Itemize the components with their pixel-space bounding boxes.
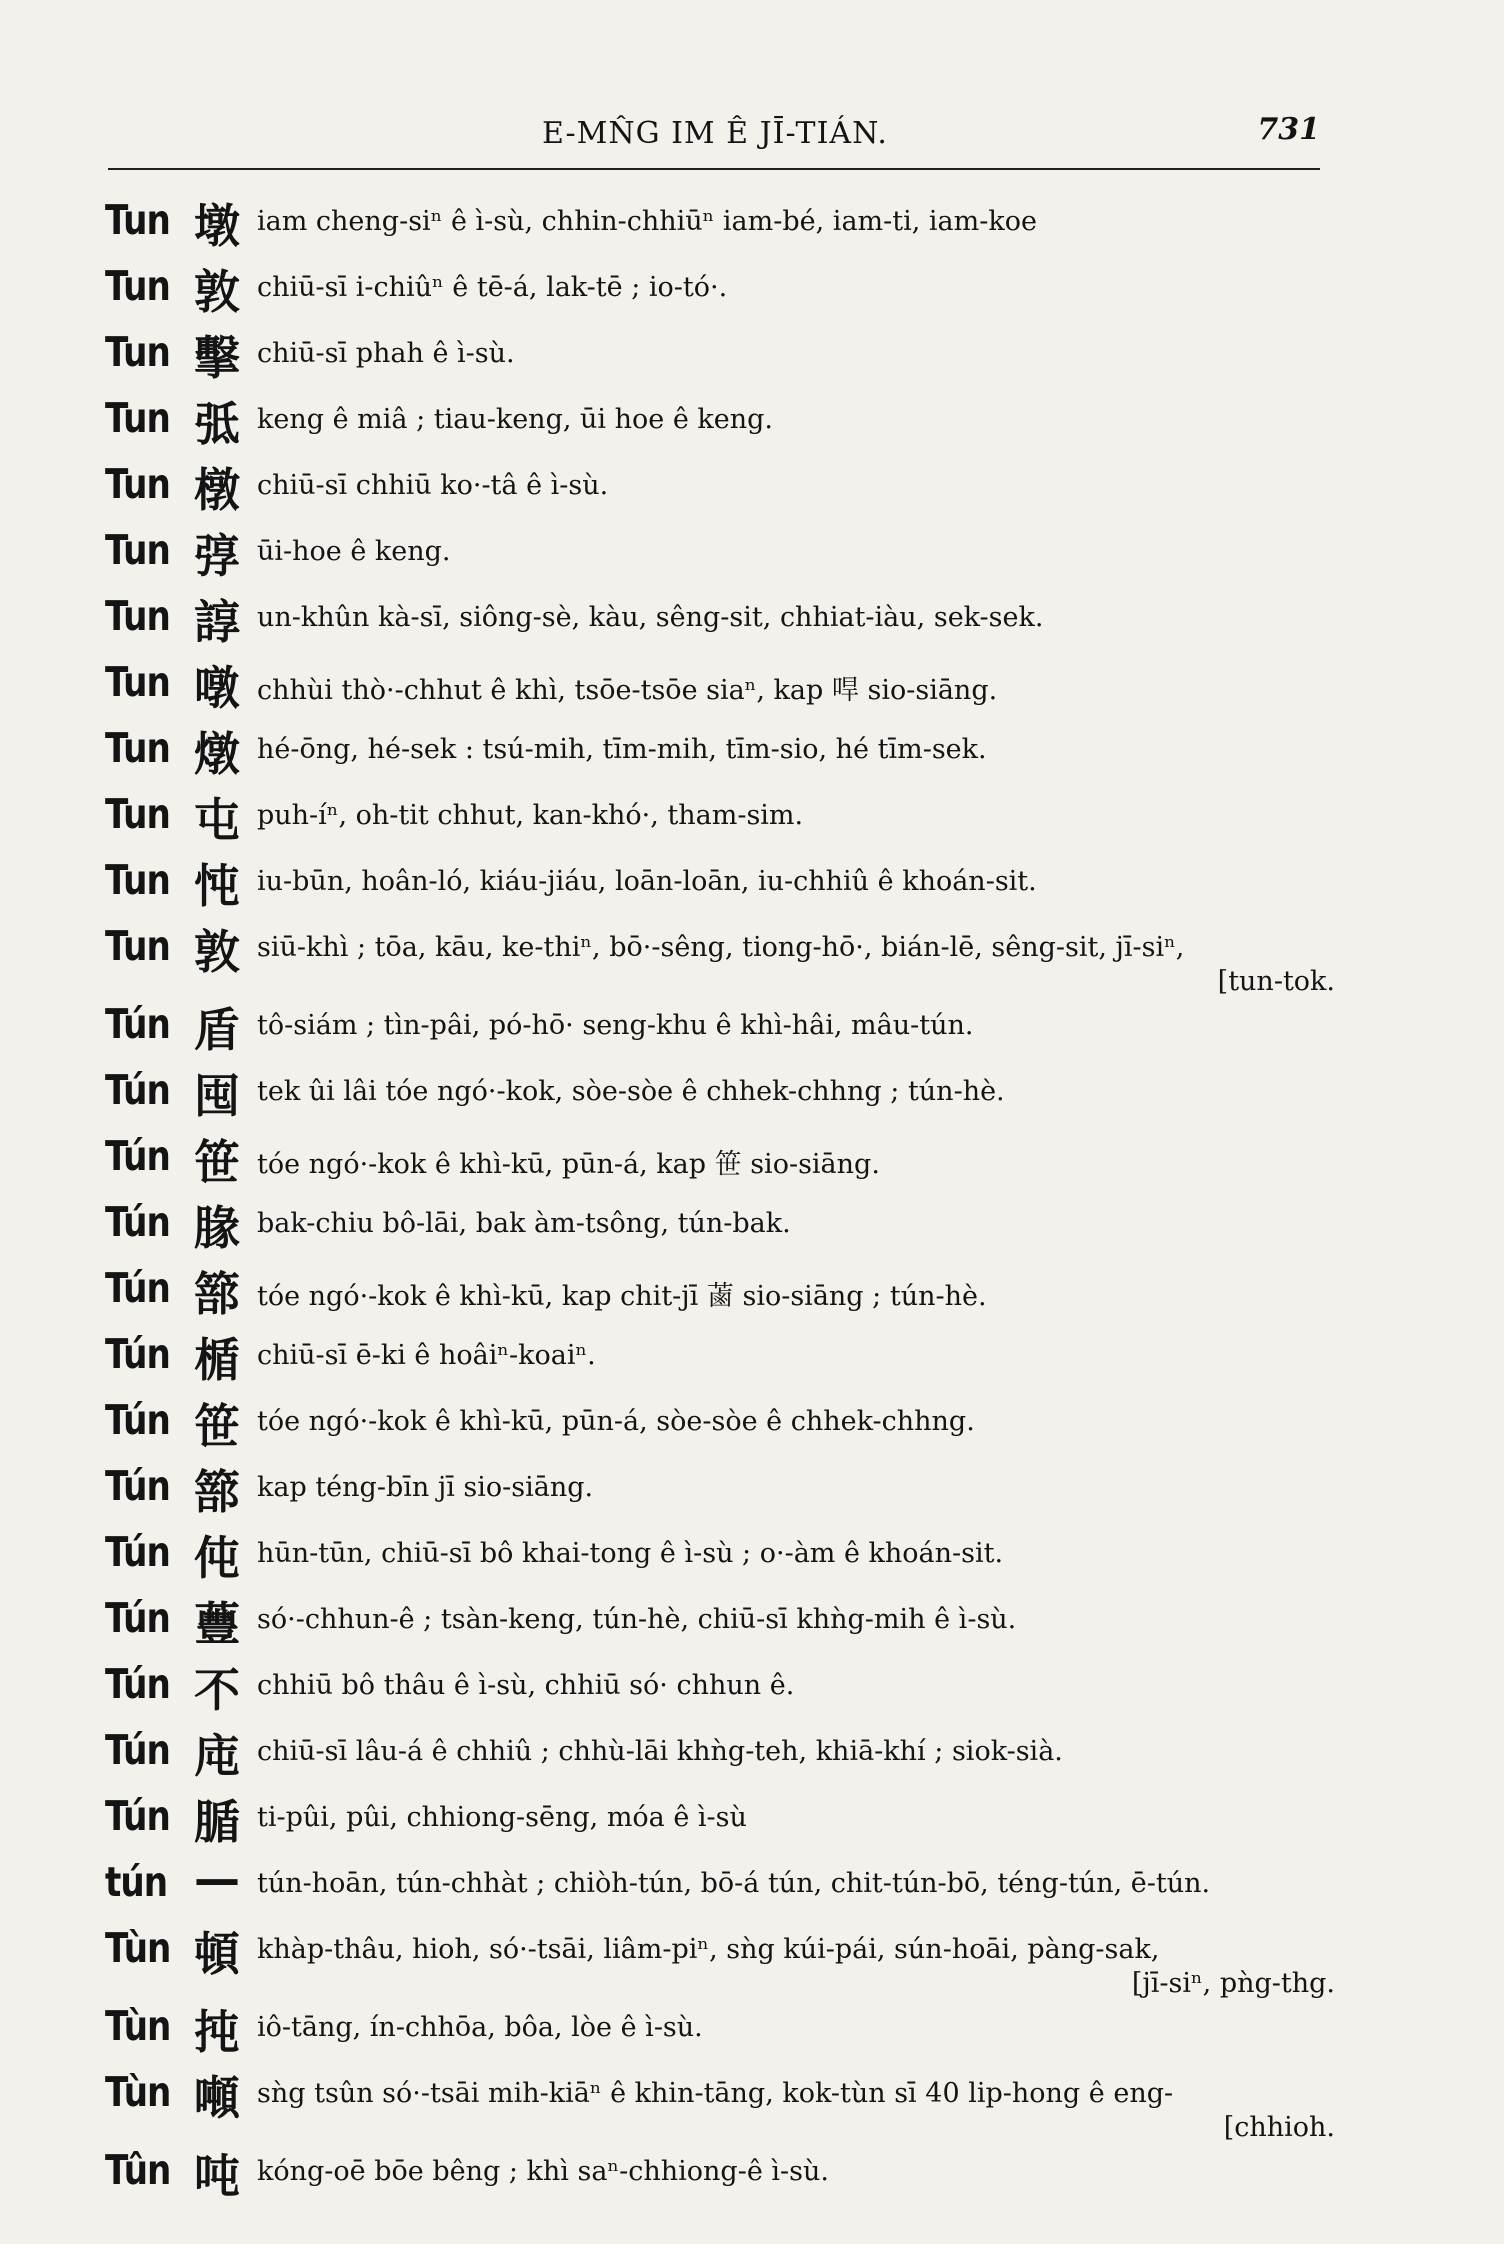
entry-definition: sǹg tsûn só·-tsāi mih-kiāⁿ ê khin-tāng, kok-tùn sī 40 lip-hong ê eng- (257, 2078, 1174, 2109)
entry-definition: iô-tāng, ín-chhōa, bôa, lòe ê ì-sù. (257, 2012, 703, 2043)
dictionary-entry (105, 994, 1345, 1060)
dictionary-entry (105, 1390, 1345, 1456)
dictionary-entry (105, 1654, 1345, 1720)
entry-character: 蘴 (194, 1597, 240, 1651)
dictionary-entry (105, 2140, 1345, 2206)
dictionary-entry (105, 850, 1345, 916)
entry-character: 頓 (194, 1927, 240, 1981)
entry-syllable: Tún (105, 1396, 170, 1444)
entry-syllable: Tún (105, 1594, 170, 1642)
dictionary-entry (105, 1786, 1345, 1852)
entry-character: — (194, 1852, 240, 1906)
entry-definition: chiū-sī ē-ki ê hoâiⁿ-koaiⁿ. (257, 1340, 596, 1371)
entry-character: 橔 (194, 463, 240, 517)
entry-definition: bak-chiu bô-lāi, bak àm-tsông, tún-bak. (257, 1208, 791, 1239)
entry-definition: khàp-thâu, hioh, só·-tsāi, liâm-piⁿ, sǹg kúi-pái, sún-hoāi, pàng-sak, (257, 1934, 1160, 1965)
entry-definition: tek ûi lâi tóe ngó·-kok, sòe-sòe ê chhek-chhng ; tún-hè. (257, 1076, 1005, 1107)
entry-definition: keng ê miâ ; tiau-keng, ūi hoe ê keng. (257, 404, 773, 435)
entry-syllable: Tun (105, 196, 170, 244)
entry-syllable: Tun (105, 658, 170, 706)
dictionary-entry (105, 190, 1345, 256)
entry-definition: chiū-sī i-chiûⁿ ê tē-á, lak-tē ; io-tó·. (257, 272, 728, 303)
running-title: E-MN̂G IM Ê JĪ-TIÁN. (542, 116, 888, 151)
entry-character: 囤 (194, 1069, 240, 1123)
entry-character: 笹 (194, 1399, 240, 1453)
entry-character: 噋 (194, 661, 240, 715)
dictionary-entry (105, 784, 1345, 850)
entry-definition: puh-íⁿ, oh-tit chhut, kan-khó·, tham-sim. (257, 800, 804, 831)
entry-continuation: [tun-tok. (1217, 966, 1335, 997)
entry-definition: siū-khì ; tōa, kāu, ke-thiⁿ, bō·-sêng, tiong-hō·, bián-lē, sêng-sit, jī-siⁿ, (257, 932, 1185, 963)
dictionary-entry (105, 1192, 1345, 1258)
header-rule (108, 168, 1320, 170)
entry-character: 墩 (194, 199, 240, 253)
entry-character: 腯 (194, 1795, 240, 1849)
entry-definition: iam cheng-siⁿ ê ì-sù, chhin-chhiūⁿ iam-bé, iam-ti, iam-koe (257, 206, 1037, 237)
entry-character: 忳 (194, 859, 240, 913)
entry-character: 敦 (194, 265, 240, 319)
entry-definition: chiū-sī chhiū ko·-tâ ê ì-sù. (257, 470, 609, 501)
entry-syllable: Tûn (105, 2146, 171, 2194)
entry-syllable: Tún (105, 1660, 170, 1708)
dictionary-entry (105, 1852, 1345, 1918)
entry-syllable: Tun (105, 724, 170, 772)
entry-list (105, 190, 1345, 2206)
dictionary-entry (105, 1324, 1345, 1390)
entry-definition: chiū-sī phah ê ì-sù. (257, 338, 515, 369)
entry-syllable: Tùn (105, 2002, 171, 2050)
entry-definition: tóe ngó·-kok ê khì-kū, pūn-á, sòe-sòe ê chhek-chhng. (257, 1406, 975, 1437)
entry-definition: tô-siám ; tìn-pâi, pó-hō· seng-khu ê khì-hâi, mâu-tún. (257, 1010, 974, 1041)
entry-syllable: Tún (105, 1528, 170, 1576)
dictionary-entry (105, 256, 1345, 322)
entry-character: 屯 (194, 793, 240, 847)
entry-syllable: Tún (105, 1462, 170, 1510)
entry-definition: un-khûn kà-sī, siông-sè, kàu, sêng-sit, chhiat-iàu, sek-sek. (257, 602, 1044, 633)
entry-continuation: [chhioh. (1223, 2112, 1335, 2143)
entry-character: 擊 (194, 331, 240, 385)
entry-character: 楯 (194, 1333, 240, 1387)
entry-syllable: Tun (105, 394, 170, 442)
entry-syllable: tún (105, 1858, 168, 1906)
entry-syllable: Tún (105, 1792, 170, 1840)
entry-character: 諄 (194, 595, 240, 649)
entry-character: 庉 (194, 1729, 240, 1783)
entry-definition: tóe ngó·-kok ê khì-kū, pūn-á, kap 笹 sio-siāng. (257, 1149, 880, 1180)
entry-definition: hūn-tūn, chiū-sī bô khai-tong ê ì-sù ; o·-àm ê khoán-sit. (257, 1538, 1004, 1569)
entry-syllable: Tún (105, 1264, 170, 1312)
dictionary-entry (105, 520, 1345, 586)
entry-character: 扽 (194, 2005, 240, 2059)
dictionary-entry (105, 322, 1345, 388)
entry-character: 吨 (194, 2149, 240, 2203)
entry-character: 燉 (194, 727, 240, 781)
entry-definition: chiū-sī lâu-á ê chhiû ; chhù-lāi khǹg-teh, khiā-khí ; siok-sià. (257, 1736, 1063, 1767)
entry-character: 伅 (194, 1531, 240, 1585)
dictionary-entry (105, 1522, 1345, 1588)
entry-definition: só·-chhun-ê ; tsàn-keng, tún-hè, chiū-sī khǹg-mih ê ì-sù. (257, 1604, 1017, 1635)
entry-continuation: [jī-siⁿ, pǹg-thg. (1131, 1968, 1335, 1999)
entry-character: 篰 (194, 1267, 240, 1321)
entry-syllable: Tún (105, 1066, 170, 1114)
entry-character: 弴 (194, 529, 240, 583)
entry-character: 腞 (194, 1201, 240, 1255)
dictionary-entry (105, 1588, 1345, 1654)
entry-definition: tóe ngó·-kok ê khì-kū, kap chit-jī 蓾 sio-siāng ; tún-hè. (257, 1281, 987, 1312)
entry-definition: ti-pûi, pûi, chhiong-sēng, móa ê ì-sù (257, 1802, 747, 1833)
entry-character: 敦 (194, 925, 240, 979)
dictionary-entry (105, 718, 1345, 784)
entry-definition: chhiū bô thâu ê ì-sù, chhiū só· chhun ê. (257, 1670, 795, 1701)
entry-syllable: Tun (105, 856, 170, 904)
dictionary-entry (105, 652, 1345, 718)
dictionary-entry (105, 2062, 1345, 2143)
entry-syllable: Tun (105, 262, 170, 310)
entry-definition: iu-būn, hoân-ló, kiáu-jiáu, loān-loān, iu-chhiû ê khoán-sit. (257, 866, 1037, 897)
dictionary-entry (105, 1060, 1345, 1126)
entry-definition: kóng-oē bōe bêng ; khì saⁿ-chhiong-ê ì-sù. (257, 2156, 829, 2187)
entry-syllable: Tun (105, 328, 170, 376)
entry-syllable: Tùn (105, 1924, 171, 1972)
entry-syllable: Tun (105, 790, 170, 838)
entry-syllable: Tun (105, 922, 170, 970)
entry-syllable: Tun (105, 460, 170, 508)
entry-definition: tún-hoān, tún-chhàt ; chiòh-tún, bō-á tún, chit-tún-bō, téng-tún, ē-tún. (257, 1868, 1211, 1899)
entry-definition: ūi-hoe ê keng. (257, 536, 451, 567)
entry-character: 笹 (194, 1135, 240, 1189)
page-number: 731 (1257, 112, 1320, 147)
entry-character: 不 (194, 1663, 240, 1717)
dictionary-entry (105, 388, 1345, 454)
entry-syllable: Tun (105, 592, 170, 640)
entry-character: 篰 (194, 1465, 240, 1519)
entry-syllable: Tún (105, 1330, 170, 1378)
entry-syllable: Tún (105, 1132, 170, 1180)
entry-syllable: Tún (105, 1000, 170, 1048)
dictionary-entry (105, 1918, 1345, 1999)
dictionary-entry (105, 1720, 1345, 1786)
dictionary-entry (105, 916, 1345, 997)
dictionary-entry (105, 1258, 1345, 1324)
entry-definition: kap téng-bīn jī sio-siāng. (257, 1472, 594, 1503)
dictionary-entry (105, 1996, 1345, 2062)
dictionary-entry (105, 586, 1345, 652)
entry-syllable: Tùn (105, 2068, 171, 2116)
entry-syllable: Tún (105, 1198, 170, 1246)
entry-syllable: Tún (105, 1726, 170, 1774)
dictionary-entry (105, 454, 1345, 520)
entry-syllable: Tun (105, 526, 170, 574)
entry-definition: hé-ōng, hé-sek : tsú-mih, tīm-mih, tīm-sio, hé tīm-sek. (257, 734, 987, 765)
page-header (110, 110, 1320, 160)
entry-character: 弤 (194, 397, 240, 451)
entry-definition: chhùi thò·-chhut ê khì, tsōe-tsōe siaⁿ, kap 哻 sio-siāng. (257, 675, 998, 706)
entry-character: 噸 (194, 2071, 240, 2125)
dictionary-entry (105, 1126, 1345, 1192)
entry-character: 盾 (194, 1003, 240, 1057)
dictionary-entry (105, 1456, 1345, 1522)
